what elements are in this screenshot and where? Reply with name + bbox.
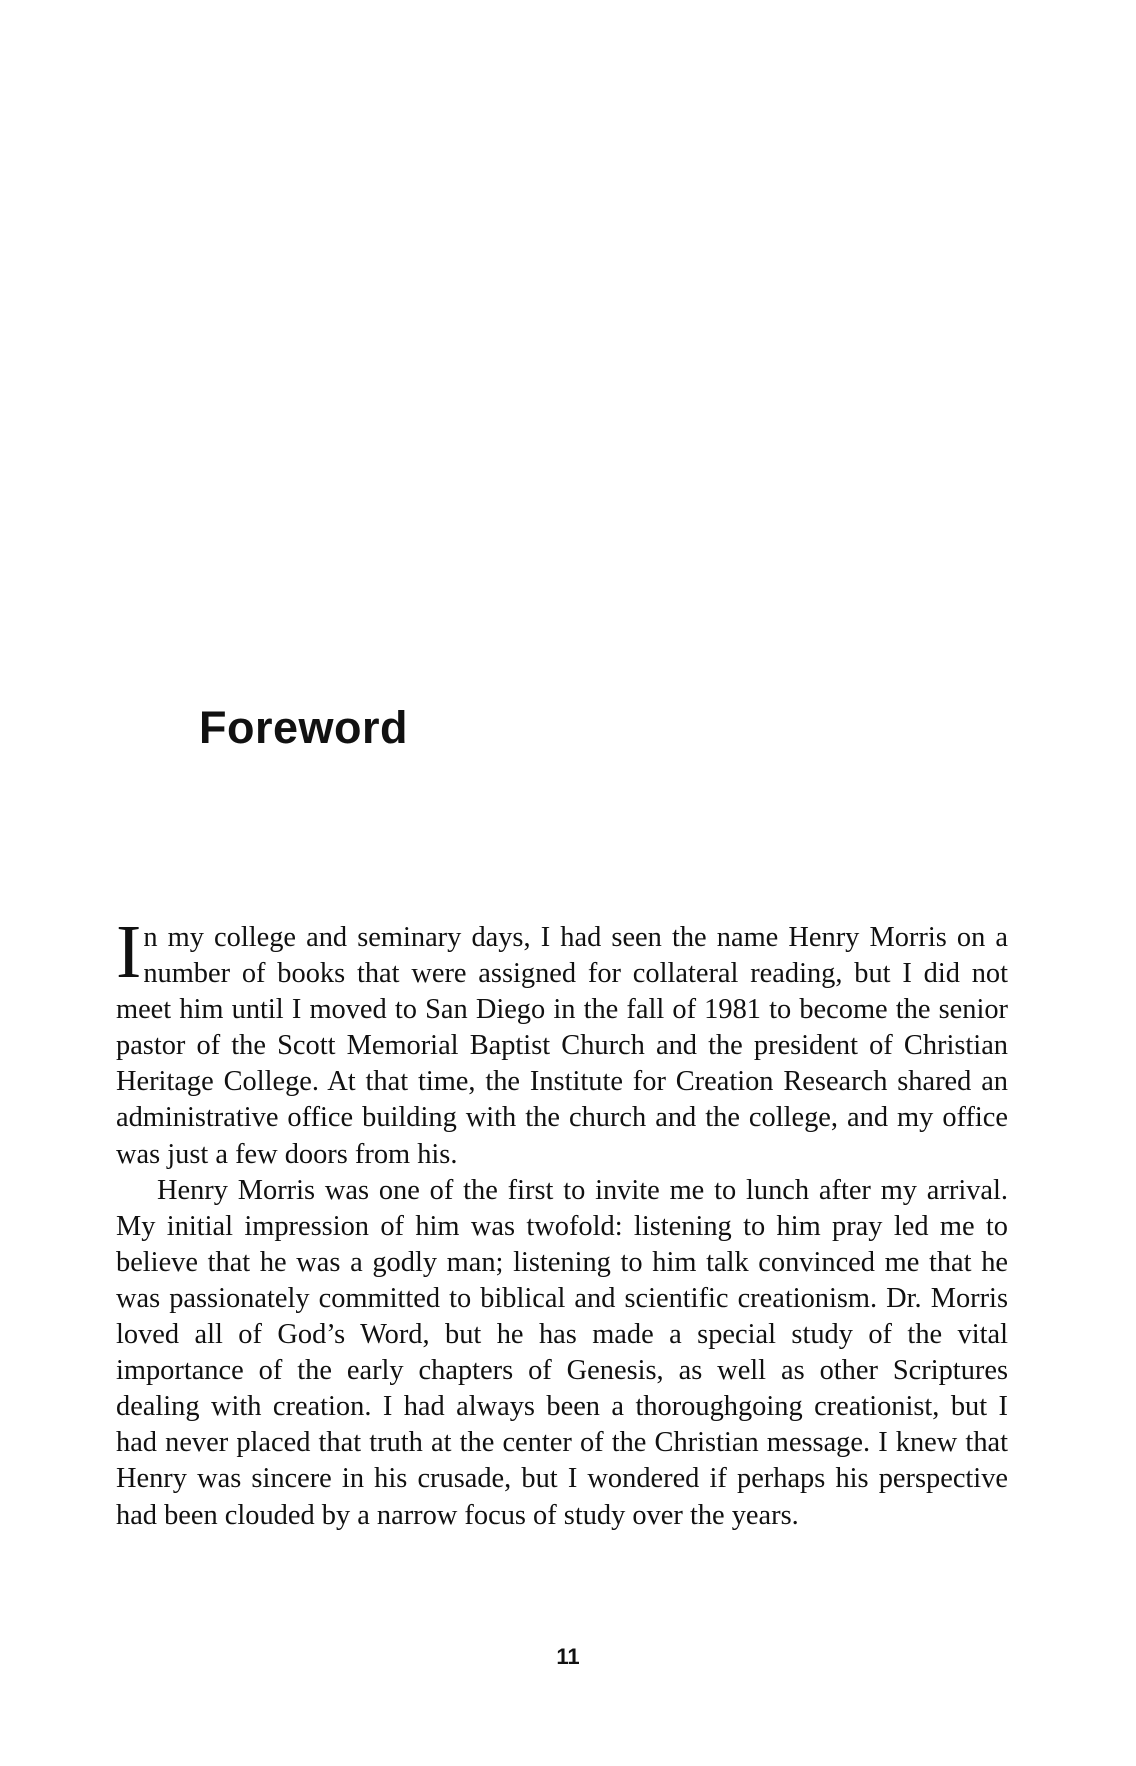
page-number: 11	[556, 1644, 580, 1669]
paragraph-2: Henry Morris was one of the first to invite me to lunch after my arrival. My initial impression of him was twofold: listening to him pray led me to believe that he was a godly man; listening to him talk convinced me that he was passionately committed to biblical and scientific creationism. Dr. Morris loved all of God’s Word, but he has made a special study of the vital importance of the early chapters of Genesis, as well as other Scriptures dealing with creation. I had always been a thoroughgoing creationist, but I had never placed that truth at the center of the Christian message. I knew that Henry was sincere in his crusade, but I wondered if perhaps his perspective had been clouded by a narrow focus of study over the years.	[116, 1174, 1008, 1531]
body-text	[116, 910, 1008, 1534]
paragraph-1-text: n my college and seminary days, I had seen the name Henry Morris on a number of books that were assigned for collateral reading, but I did not meet him until I moved to San Diego in the fall of 1981 to become the senior pastor of the Scott Memorial Baptist Church and the president of Christian Heritage College. At that time, the Institute for Creation Research shared an administrative office building with the church and the college, and my office was just a few doors from his.	[116, 922, 1008, 1170]
chapter-title: Foreword	[199, 702, 409, 753]
drop-cap: I	[116, 910, 142, 994]
paragraph-1	[116, 910, 1008, 1173]
